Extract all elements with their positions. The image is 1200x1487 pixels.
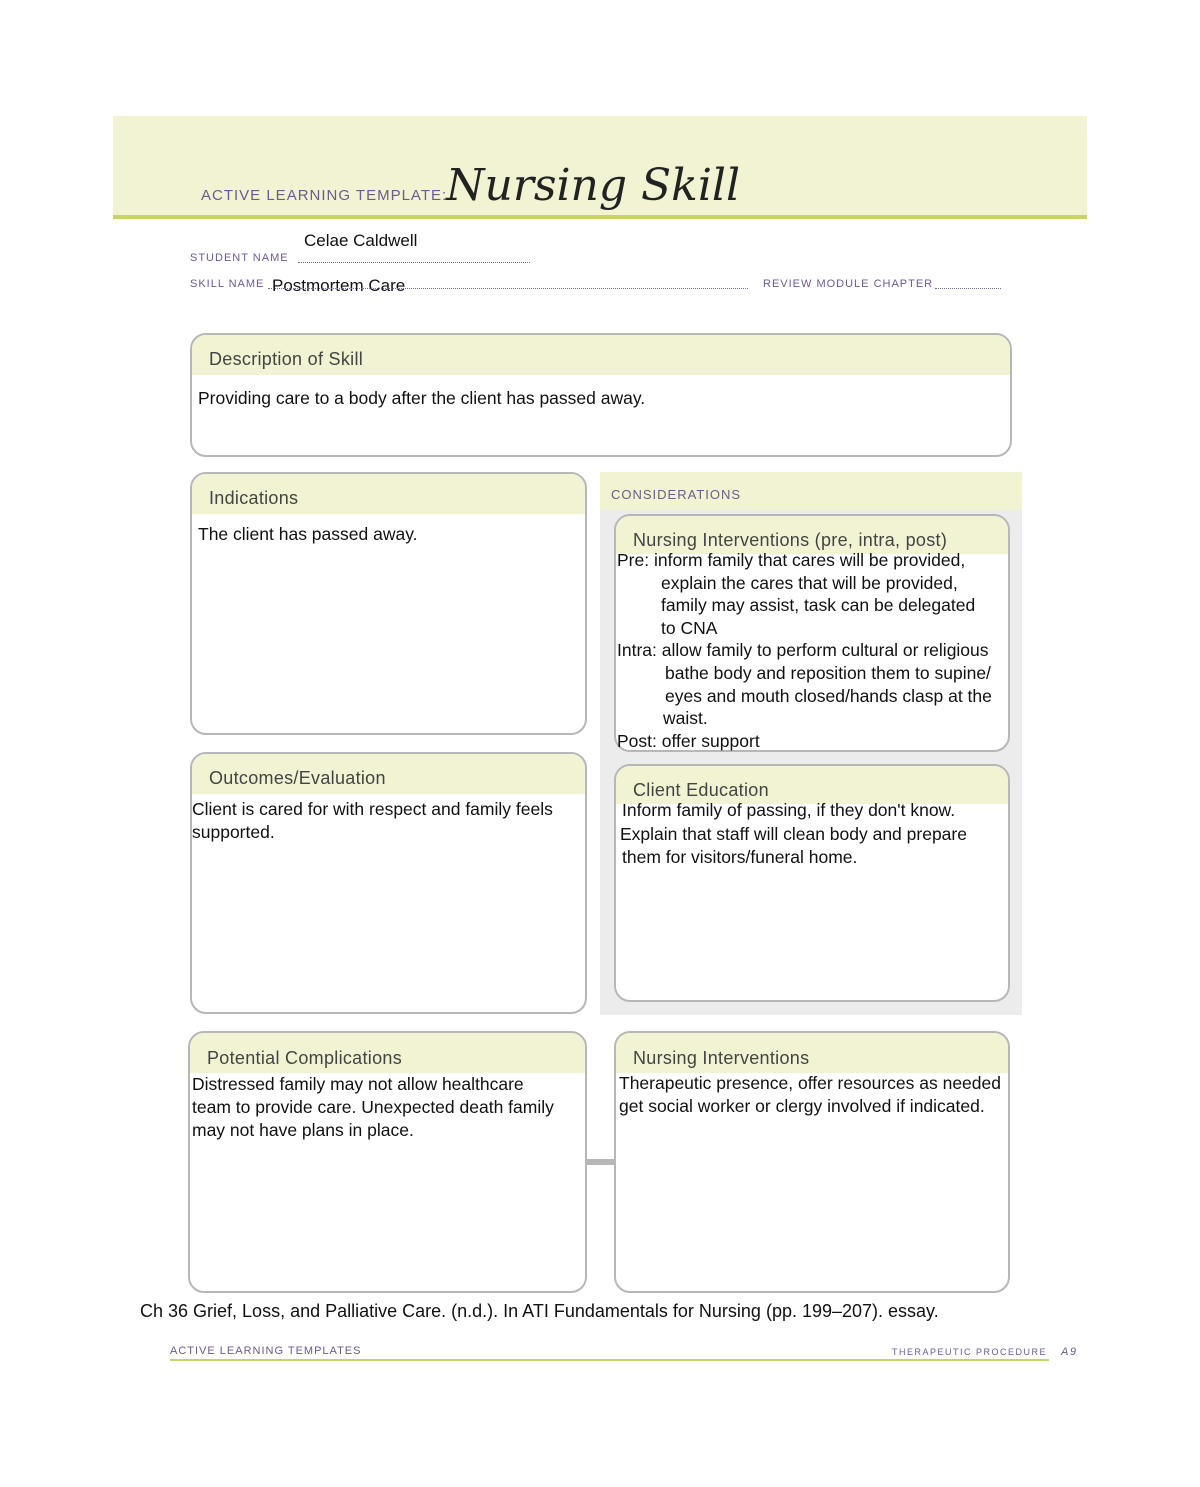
student-name-line bbox=[298, 262, 530, 263]
interventions-ppp-heading: Nursing Interventions (pre, intra, post) bbox=[616, 516, 1008, 554]
intervention-line: Pre: inform family that cares will be provided, bbox=[617, 550, 966, 570]
skill-name-value[interactable]: Postmortem Care bbox=[272, 276, 406, 295]
connector-line bbox=[586, 1159, 616, 1165]
intervention-line: Intra: allow family to perform cultural or religious bbox=[617, 640, 989, 661]
outcomes-box bbox=[190, 752, 587, 1014]
education-line: Explain that staff will clean body and prepare bbox=[620, 823, 967, 844]
intervention-line: to CNA bbox=[661, 617, 718, 638]
indications-body[interactable]: The client has passed away. bbox=[198, 524, 418, 544]
interventions-ppp-body[interactable] bbox=[617, 549, 992, 752]
page-title: Nursing Skill bbox=[446, 160, 741, 211]
complications-heading: Potential Complications bbox=[190, 1033, 585, 1073]
citation: Ch 36 Grief, Loss, and Palliative Care. (n.d.). In ATI Fundamentals for Nursing (pp. 199–207). essay. bbox=[140, 1301, 939, 1321]
nursing-interventions-heading: Nursing Interventions bbox=[616, 1033, 1008, 1073]
page-number: A9 bbox=[1061, 1346, 1078, 1358]
skill-name-label: SKILL NAME bbox=[190, 278, 265, 290]
intervention-line: eyes and mouth closed/hands clasp at the bbox=[665, 685, 992, 706]
review-module-label: REVIEW MODULE CHAPTER bbox=[763, 278, 934, 290]
intervention-line: explain the cares that will be provided, bbox=[661, 572, 958, 593]
intervention-line: Post: offer support bbox=[617, 730, 760, 751]
education-line: them for visitors/funeral home. bbox=[622, 847, 858, 867]
client-education-heading: Client Education bbox=[616, 766, 1008, 804]
indications-box bbox=[190, 472, 587, 735]
footer-section: THERAPEUTIC PROCEDURE bbox=[892, 1347, 1048, 1357]
description-heading: Description of Skill bbox=[192, 335, 1010, 375]
indications-heading: Indications bbox=[192, 474, 585, 514]
footer-left-label: ACTIVE LEARNING TEMPLATES bbox=[170, 1345, 362, 1357]
considerations-label: CONSIDERATIONS bbox=[611, 487, 742, 502]
nursing-interventions-body[interactable]: Therapeutic presence, offer resources as needed get social worker or clergy involved if indicated. bbox=[619, 1073, 1001, 1116]
footer-right-label bbox=[892, 1346, 1078, 1358]
template-label: ACTIVE LEARNING TEMPLATE: bbox=[201, 187, 448, 204]
outcomes-body[interactable]: Client is cared for with respect and family feels supported. bbox=[192, 799, 553, 842]
skill-name-line bbox=[268, 288, 748, 289]
footer-divider bbox=[170, 1359, 1049, 1361]
intervention-line: family may assist, task can be delegated bbox=[661, 595, 976, 616]
student-name-label: STUDENT NAME bbox=[190, 252, 289, 264]
description-box bbox=[190, 333, 1012, 457]
complications-body[interactable]: Distressed family may not allow healthcare team to provide care. Unexpected death family may not have plans in place. bbox=[192, 1074, 554, 1140]
student-name-value[interactable]: Celae Caldwell bbox=[304, 231, 418, 250]
complications-box bbox=[188, 1031, 587, 1293]
outcomes-heading: Outcomes/Evaluation bbox=[192, 754, 585, 794]
description-body[interactable]: Providing care to a body after the client has passed away. bbox=[198, 388, 646, 408]
nursing-interventions-box bbox=[614, 1031, 1010, 1293]
intervention-line: waist. bbox=[663, 708, 708, 729]
education-line: Inform family of passing, if they don't know. bbox=[622, 800, 956, 820]
review-module-line[interactable] bbox=[935, 288, 1001, 289]
intervention-line: bathe body and reposition them to supine/ bbox=[665, 662, 991, 683]
client-education-body[interactable] bbox=[620, 799, 967, 870]
header-divider bbox=[113, 215, 1087, 219]
